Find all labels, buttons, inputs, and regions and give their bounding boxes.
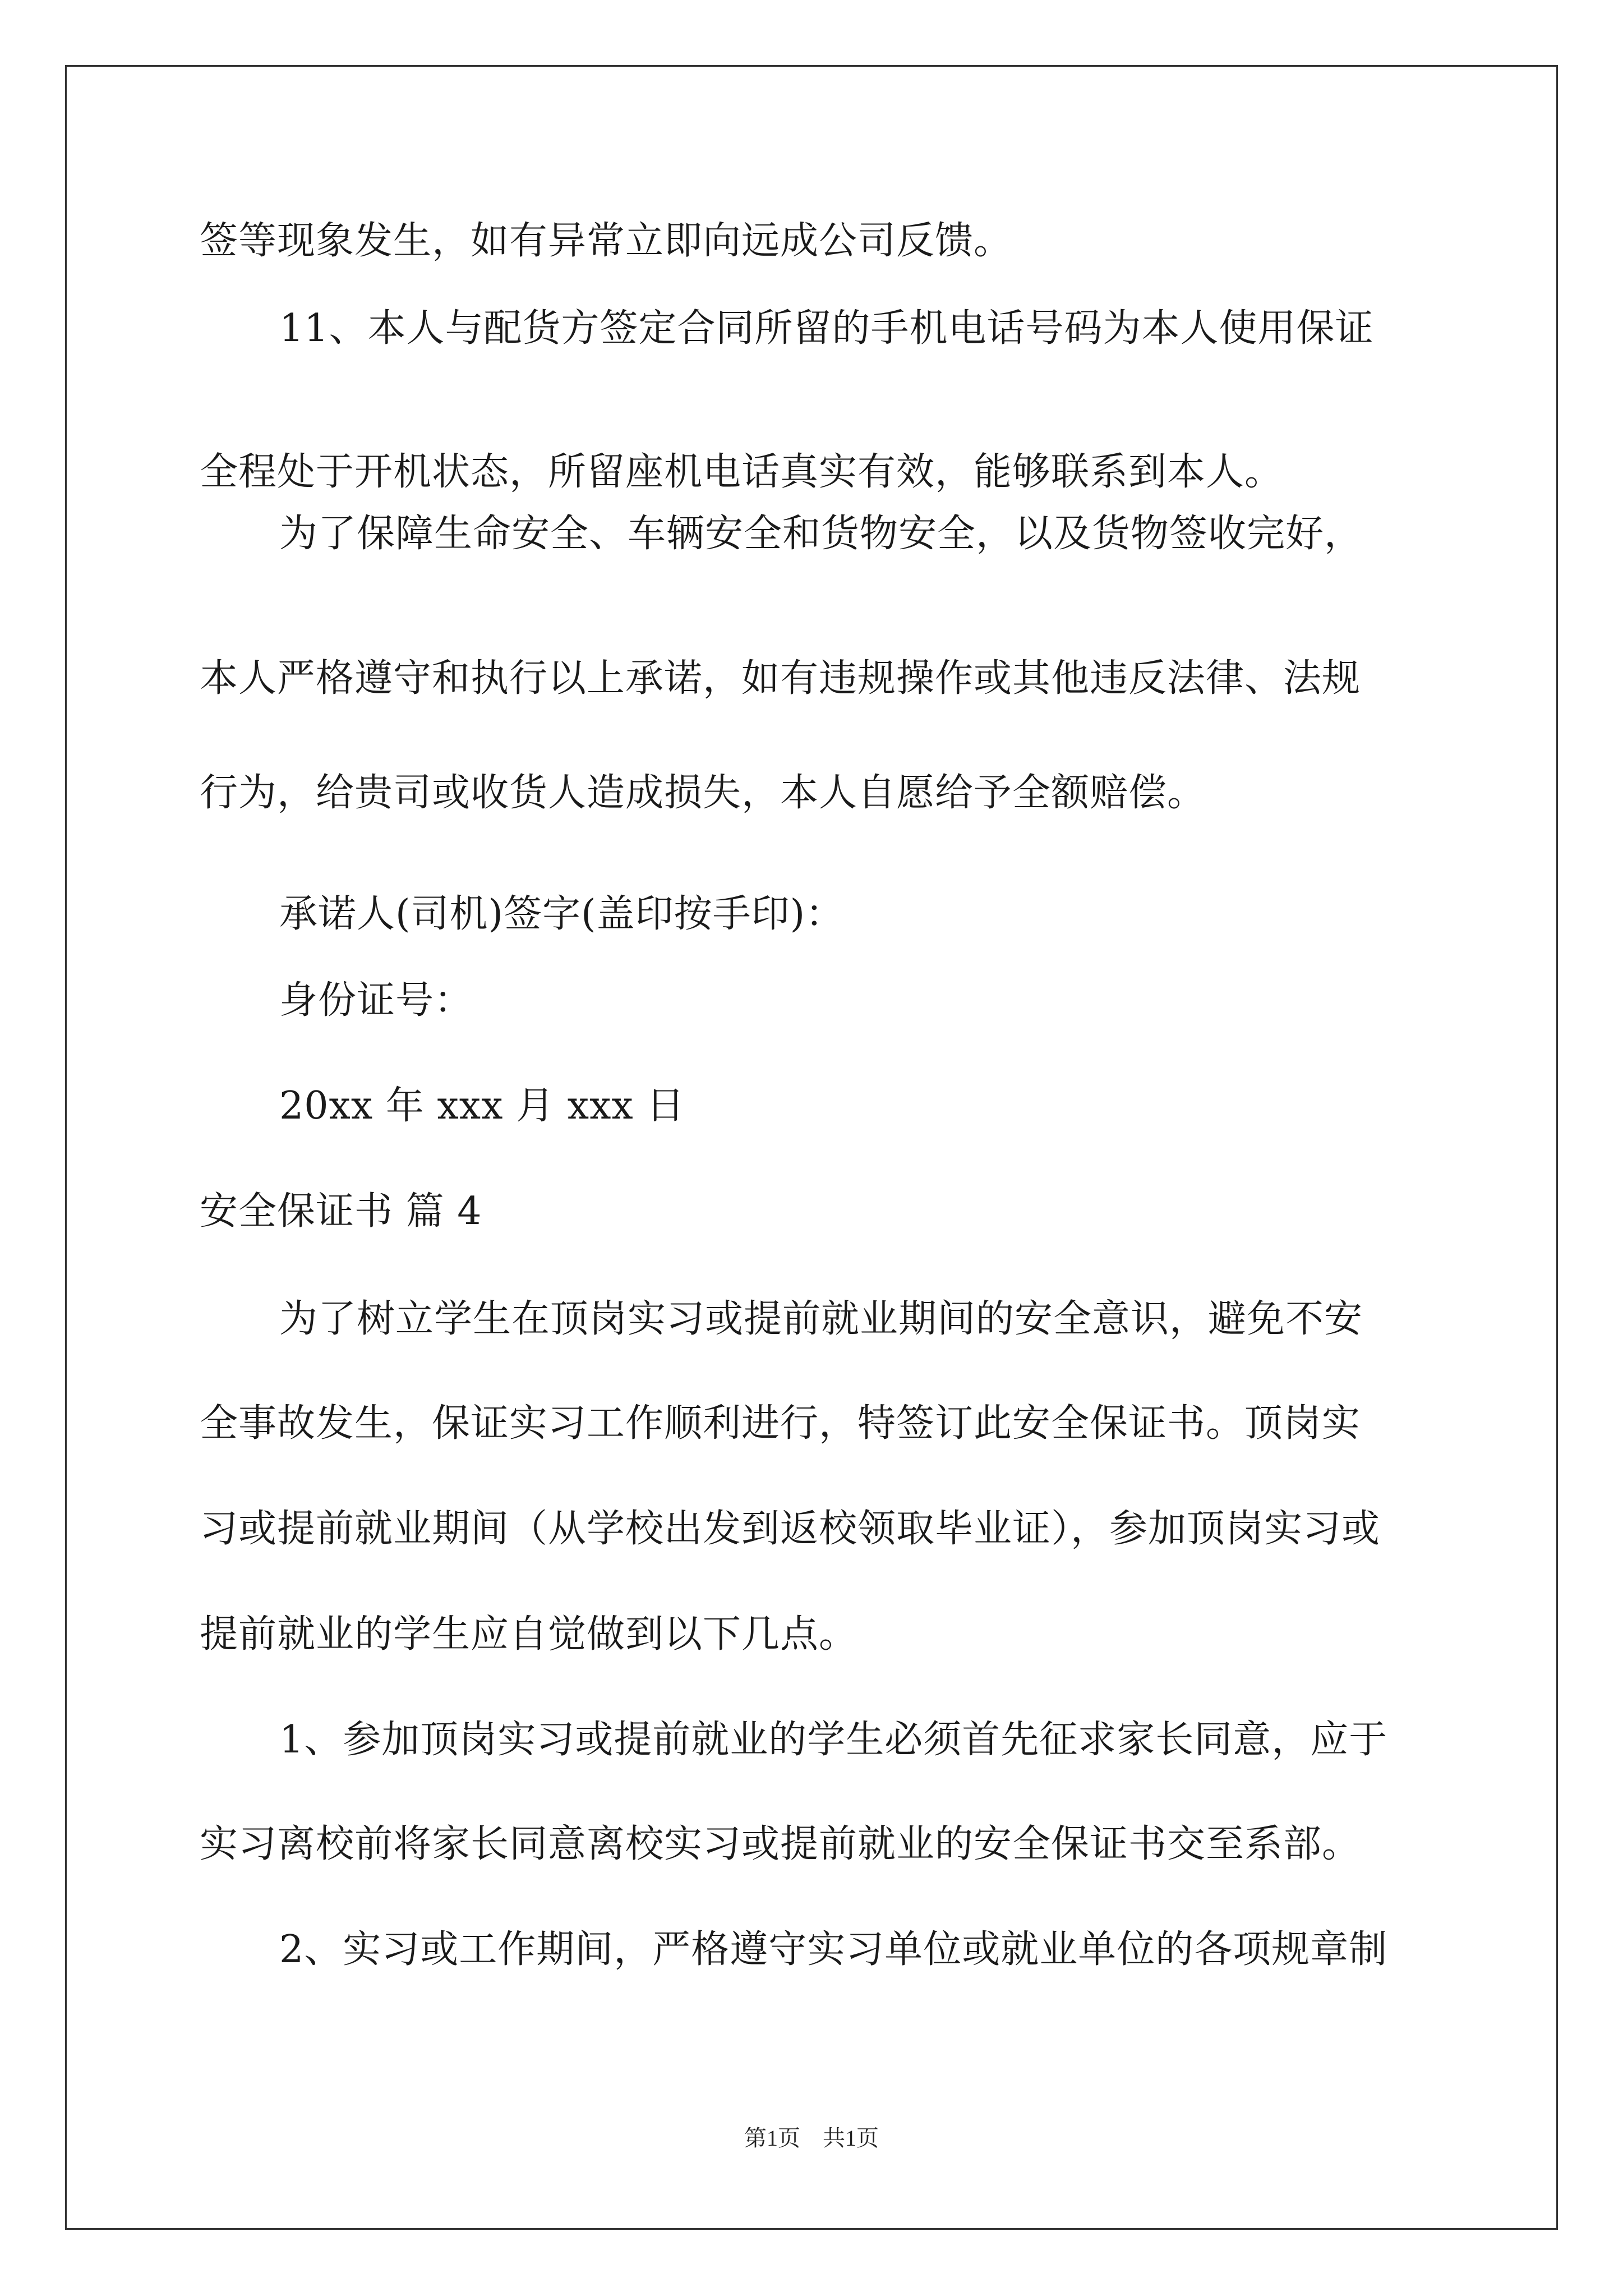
text-line-1: 签等现象发生，如有异常立即向远成公司反馈。 [200, 219, 1013, 263]
text-line-3: 全程处于开机状态，所留座机电话真实有效，能够联系到本人。 [200, 450, 1284, 494]
text-line-2: 11、本人与配货方签定合同所留的手机电话号码为本人使用保证 [279, 306, 1374, 351]
text-line-16: 实习离校前将家长同意离校实习或提前就业的安全保证书交至系部。 [200, 1822, 1361, 1866]
text-line-5: 本人严格遵守和执行以上承诺，如有违规操作或其他违反法律、法规 [200, 656, 1361, 701]
text-line-7: 承诺人(司机)签字(盖印按手印)： [279, 892, 845, 936]
text-line-11: 为了树立学生在顶岗实习或提前就业期间的安全意识，避免不安 [279, 1297, 1363, 1341]
page-border [65, 65, 1558, 2230]
text-line-6: 行为，给贵司或收货人造成损失，本人自愿给予全额赔偿。 [200, 771, 1206, 815]
text-line-8: 身份证号： [279, 978, 473, 1023]
text-line-15: 1、参加顶岗实习或提前就业的学生必须首先征求家长同意，应于 [279, 1718, 1388, 1762]
page-footer: 第1页 共1页 [744, 2125, 879, 2151]
text-line-13: 习或提前就业期间（从学校出发到返校领取毕业证），参加顶岗实习或 [200, 1507, 1381, 1551]
text-line-17: 2、实习或工作期间，严格遵守实习单位或就业单位的各项规章制 [279, 1927, 1388, 1972]
section-heading: 安全保证书 篇 4 [200, 1189, 482, 1234]
text-line-12: 全事故发生，保证实习工作顺利进行，特签订此安全保证书。顶岗实 [200, 1401, 1361, 1446]
text-line-9: 20xx 年 xxx 月 xxx 日 [279, 1084, 685, 1128]
text-line-4: 为了保障生命安全、车辆安全和货物安全，以及货物签收完好， [279, 512, 1363, 556]
text-line-14: 提前就业的学生应自觉做到以下几点。 [200, 1612, 858, 1657]
